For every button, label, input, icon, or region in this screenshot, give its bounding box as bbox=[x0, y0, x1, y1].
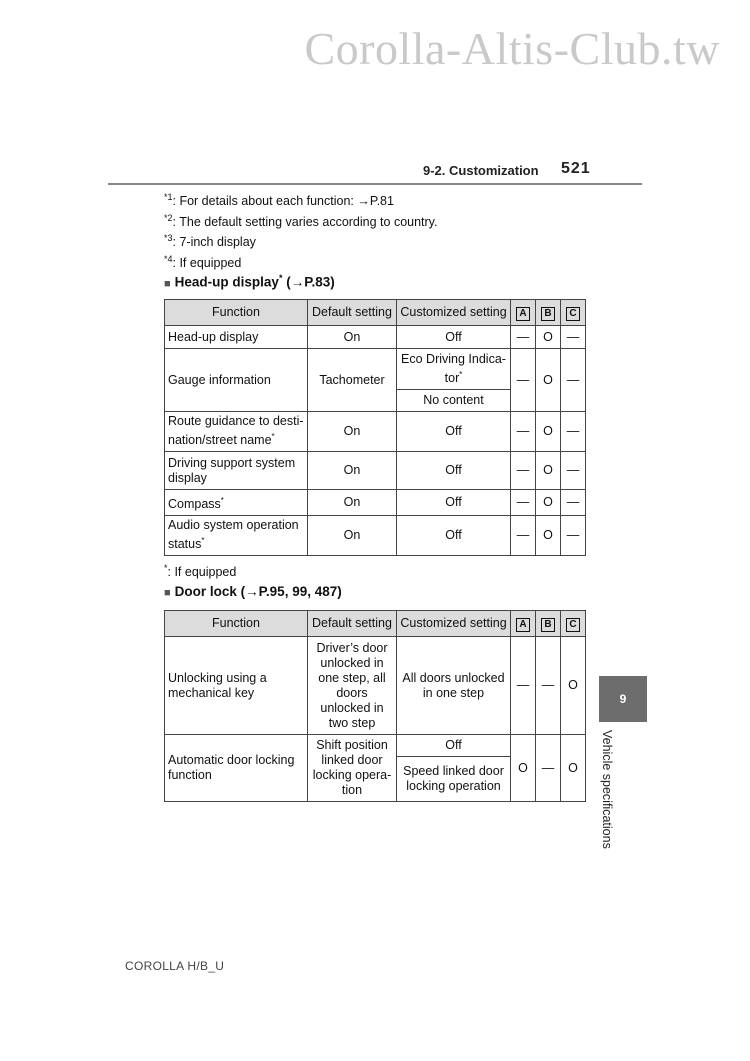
cell-default: On bbox=[308, 516, 397, 556]
col-default: Default setting bbox=[308, 300, 397, 326]
cell-function: Head-up display bbox=[165, 326, 308, 349]
col-a bbox=[511, 611, 536, 637]
cell-c: — bbox=[561, 412, 586, 452]
cell-c: — bbox=[561, 452, 586, 490]
cell-function: Driving support system display bbox=[165, 452, 308, 490]
cell-default: Shift position linked door locking opera-tion bbox=[308, 735, 397, 802]
footnote-text: : For details about each function: →P.81 bbox=[172, 194, 394, 208]
header-rule bbox=[108, 183, 642, 185]
cell-custom: Off bbox=[397, 516, 511, 556]
cell-function-text: Audio system operation status bbox=[168, 518, 299, 552]
footnote-text: : 7-inch display bbox=[172, 235, 256, 249]
footnote-text: : The default setting varies according to country. bbox=[172, 214, 438, 229]
col-b bbox=[536, 611, 561, 637]
cell-a: — bbox=[511, 326, 536, 349]
chapter-tab bbox=[599, 676, 647, 722]
cell-b: O bbox=[536, 326, 561, 349]
cell-default: On bbox=[308, 326, 397, 349]
cell-c: — bbox=[561, 516, 586, 556]
col-function: Function bbox=[165, 300, 308, 326]
letter-b-icon: B bbox=[541, 618, 555, 632]
footnote-mark: *3 bbox=[164, 233, 173, 243]
letter-b-icon: B bbox=[541, 307, 555, 321]
cell-b: O bbox=[536, 516, 561, 556]
cell-function: Gauge information bbox=[165, 349, 308, 412]
cell-function-text: Route guidance to desti-nation/street name bbox=[168, 414, 304, 448]
doorlock-table bbox=[164, 610, 586, 802]
cell-c: O bbox=[561, 637, 586, 735]
cell-default: On bbox=[308, 412, 397, 452]
cell-b: O bbox=[536, 349, 561, 412]
cell-default: On bbox=[308, 490, 397, 516]
cell-function bbox=[165, 516, 308, 556]
cell-a: — bbox=[511, 412, 536, 452]
cell-a: O bbox=[511, 735, 536, 802]
cell-default: Tachometer bbox=[308, 349, 397, 412]
cell-c: — bbox=[561, 349, 586, 412]
chapter-label: Vehicle specifications bbox=[600, 730, 614, 849]
cell-custom: Off bbox=[397, 490, 511, 516]
footnote-text: : If equipped bbox=[172, 255, 242, 270]
table-row bbox=[165, 490, 586, 516]
cell-function bbox=[165, 490, 308, 516]
section-header: 9-2. Customization bbox=[423, 163, 539, 178]
cell-a: — bbox=[511, 516, 536, 556]
hud-title-mark: * bbox=[278, 273, 283, 283]
cell-c: — bbox=[561, 490, 586, 516]
hud-table bbox=[164, 299, 586, 556]
cell-custom bbox=[397, 349, 511, 390]
cell-custom: No content bbox=[397, 390, 511, 412]
cell-b: — bbox=[536, 637, 561, 735]
letter-a-icon: A bbox=[516, 307, 530, 321]
cell-b: O bbox=[536, 452, 561, 490]
footnotes bbox=[164, 187, 437, 269]
col-default: Default setting bbox=[308, 611, 397, 637]
col-c bbox=[561, 300, 586, 326]
letter-c-icon: C bbox=[566, 307, 580, 321]
cell-default: Driver’s door unlocked in one step, all doors unlocked in two step bbox=[308, 637, 397, 735]
footer-model: COROLLA H/B_U bbox=[125, 959, 225, 973]
hud-section-title bbox=[164, 273, 335, 290]
footnote-mark: *1 bbox=[164, 192, 173, 202]
footnote bbox=[164, 249, 437, 270]
cell-default: On bbox=[308, 452, 397, 490]
cell-custom: Speed linked door locking operation bbox=[397, 757, 511, 802]
table-row bbox=[165, 412, 586, 452]
cell-function-text: Compass bbox=[168, 497, 221, 512]
cell-c: — bbox=[561, 326, 586, 349]
cell-custom: Off bbox=[397, 412, 511, 452]
table-row bbox=[165, 735, 586, 757]
doorlock-title-text: Door lock (→P.95, 99, 487) bbox=[174, 584, 342, 599]
table-header-row bbox=[165, 611, 586, 637]
cell-b: O bbox=[536, 412, 561, 452]
hud-footnote bbox=[164, 563, 236, 579]
table-row bbox=[165, 637, 586, 735]
table-row bbox=[165, 326, 586, 349]
cell-a: — bbox=[511, 637, 536, 735]
letter-c-icon: C bbox=[566, 618, 580, 632]
cell-custom-mark: * bbox=[459, 369, 463, 379]
table-row bbox=[165, 349, 586, 390]
note-text: : If equipped bbox=[167, 565, 237, 580]
cell-b: O bbox=[536, 490, 561, 516]
hud-title-ref: (→P.83) bbox=[282, 274, 335, 290]
cell-custom: Off bbox=[397, 452, 511, 490]
hud-title-text: Head-up display bbox=[174, 274, 279, 290]
cell-function: Automatic door locking function bbox=[165, 735, 308, 802]
footnote-mark: *4 bbox=[164, 253, 173, 264]
cell-function bbox=[165, 412, 308, 452]
cell-custom: All doors unlocked in one step bbox=[397, 637, 511, 735]
col-c bbox=[561, 611, 586, 637]
cell-a: — bbox=[511, 452, 536, 490]
cell-custom: Off bbox=[397, 326, 511, 349]
chapter-number: 9 bbox=[619, 692, 627, 706]
cell-a: — bbox=[511, 490, 536, 516]
col-a bbox=[511, 300, 536, 326]
square-bullet-icon: ■ bbox=[164, 277, 171, 290]
col-custom: Customized setting bbox=[397, 611, 511, 637]
square-bullet-icon: ■ bbox=[164, 587, 171, 599]
watermark: Corolla-Altis-Club.tw bbox=[304, 23, 720, 74]
col-function: Function bbox=[165, 611, 308, 637]
table-header-row bbox=[165, 300, 586, 326]
col-b bbox=[536, 300, 561, 326]
cell-function-mark: * bbox=[220, 495, 224, 505]
cell-c: O bbox=[561, 735, 586, 802]
footnote bbox=[164, 208, 437, 229]
cell-function-mark: * bbox=[201, 536, 205, 546]
cell-custom-text: Eco Driving Indica-tor bbox=[401, 351, 506, 386]
cell-function: Unlocking using a mechanical key bbox=[165, 637, 308, 735]
footnote-mark: *2 bbox=[164, 212, 173, 223]
col-custom: Customized setting bbox=[397, 300, 511, 326]
cell-custom: Off bbox=[397, 735, 511, 757]
table-row bbox=[165, 452, 586, 490]
cell-b: — bbox=[536, 735, 561, 802]
doorlock-section-title bbox=[164, 584, 342, 599]
page-number: 521 bbox=[561, 160, 591, 177]
cell-function-mark: * bbox=[271, 432, 275, 442]
note-mark: * bbox=[164, 563, 168, 573]
footnote bbox=[164, 187, 437, 208]
letter-a-icon: A bbox=[516, 618, 530, 632]
cell-a: — bbox=[511, 349, 536, 412]
table-row bbox=[165, 516, 586, 556]
footnote bbox=[164, 228, 437, 249]
